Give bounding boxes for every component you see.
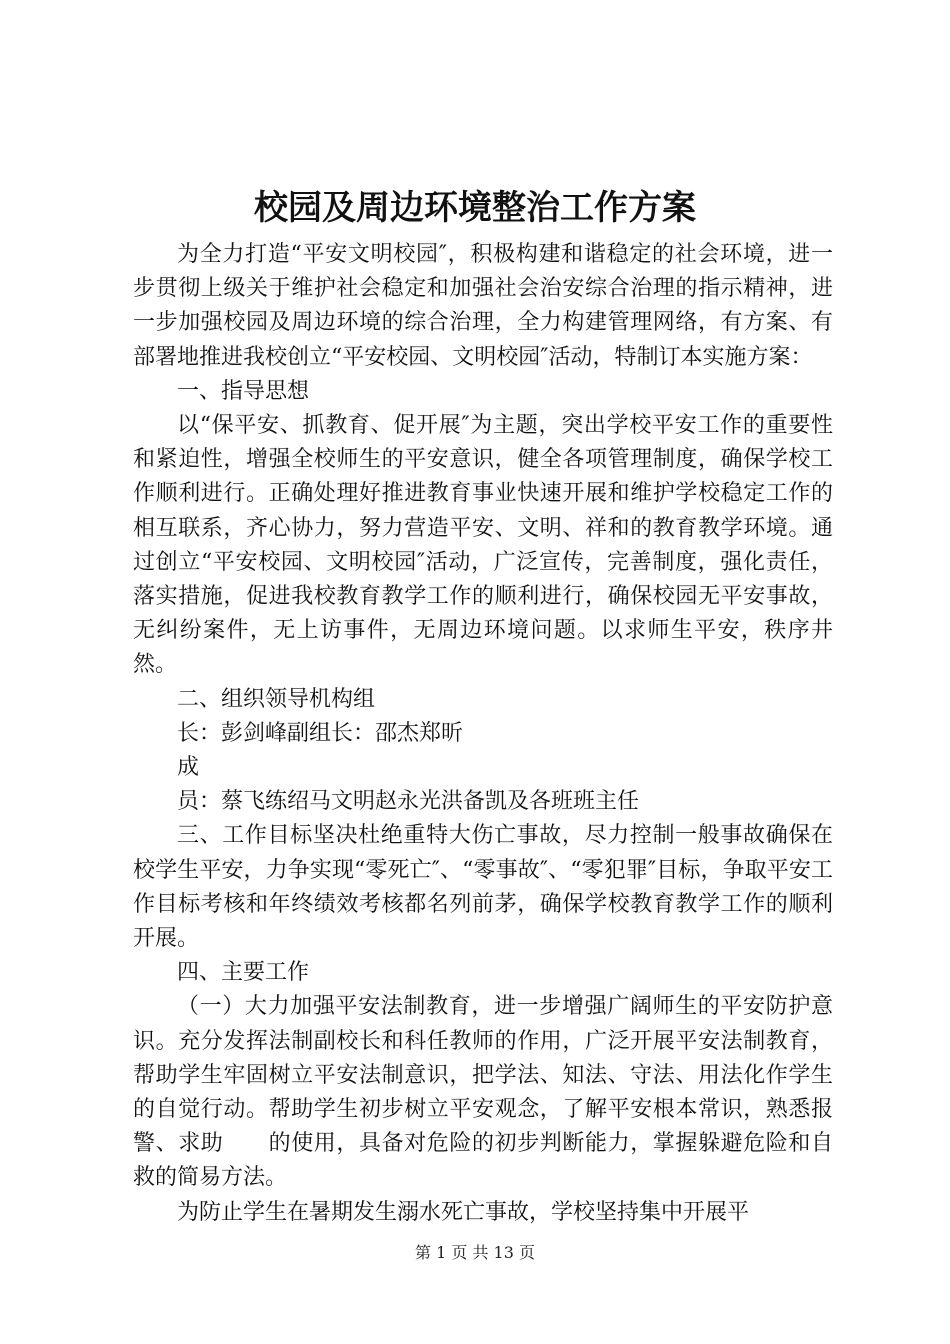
paragraph-intro: 为全力打造“平安文明校园″，积极构建和谐稳定的社会环境，进一步贯彻上级关于维护社会稳定和加强社会治安综合治理的指示精神，进一步加强校园及周边环境的综合治理，全力构建管理网络，有方案、有部署地推进我校创立“平安校园、文明校园″活动，特制订本实施方案： — [133, 242, 833, 370]
paragraph-leaders: 长：彭剑峰副组长：邵杰郑昕 — [177, 720, 464, 746]
heading-main-work: 四、主要工作 — [177, 960, 310, 986]
paragraph-members-prefix: 成 — [177, 755, 200, 781]
page-footer: 第 1 页 共 13 页 — [415, 1243, 535, 1262]
heading-guiding-ideology: 一、指导思想 — [177, 378, 310, 404]
document-title: 校园及周边环境整治工作方案 — [254, 188, 696, 228]
paragraph-members: 员：蔡飞练绍马文明赵永光洪备凯及各班班主任 — [177, 789, 640, 815]
paragraph-guiding-ideology: 以“保平安、抓教育、促开展″为主题，突出学校平安工作的重要性和紧迫性，增强全校师生的平安意识，健全各项管理制度，确保学校工作顺利进行。正确处理好推进教育事业快速开展和维护学校稳定工作的相互联系，齐心协力，努力营造平安、文明、祥和的教育教学环境。通过创立“平安校园、文明校园″活动，广泛宣传，完善制度，强化责任，落实措施，促进我校教育教学工作的顺利进行，确保校园无平安事故，无纠纷案件，无上访事件，无周边环境问题。以求师生平安，秩序井然。 — [133, 413, 833, 678]
paragraph-work-goals: 三、工作目标坚决杜绝重特大伤亡事故，尽力控制一般事故确保在校学生平安，力争实现“零死亡″、“零事故″、“零犯罪″目标，争取平安工作目标考核和年终绩效考核都名列前茅，确保学校教育教学工作的顺利开展。 — [133, 823, 833, 952]
heading-organization: 二、组织领导机构组 — [177, 686, 376, 712]
document-body — [133, 238, 833, 1230]
paragraph-safety-education: （一）大力加强平安法制教育，进一步增强广阔师生的平安防护意识。充分发挥法制副校长和科任教师的作用，广泛开展平安法制教育，帮助学生牢固树立平安法制意识，把学法、知法、守法、用法化作学生的自觉行动。帮助学生初步树立平安观念，了解平安根本常识，熟悉报警、求助 的使用，具备对危险的初步判断能力，掌握躲避危险和自救的简易方法。 — [133, 994, 833, 1191]
paragraph-drowning-prevention: 为防止学生在暑期发生溺水死亡事故，学校坚持集中开展平 — [177, 1199, 750, 1225]
